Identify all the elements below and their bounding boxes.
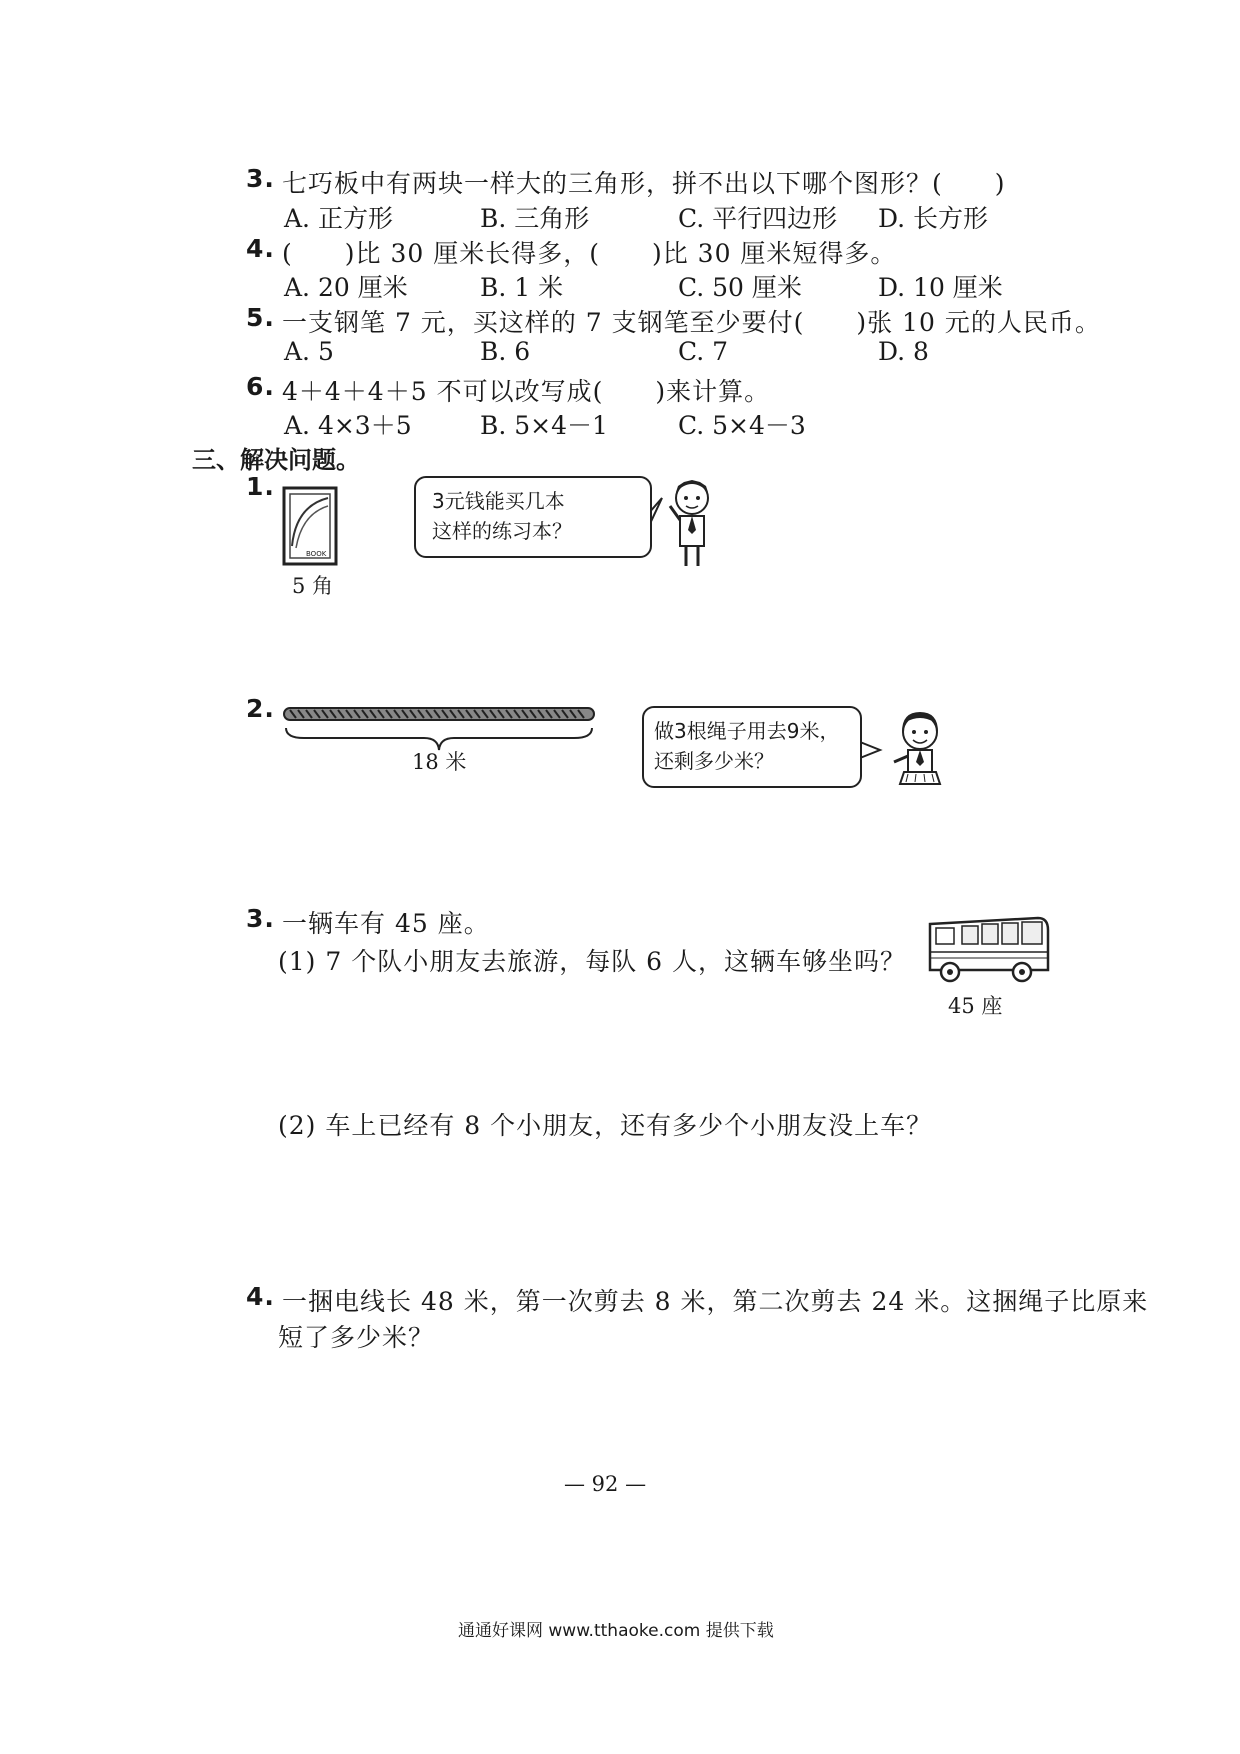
option-d: D. 10 厘米 — [878, 273, 1003, 302]
problem-4-line-2: 短了多少米？ — [278, 1323, 435, 1352]
problem-4-number: 4. — [246, 1282, 275, 1311]
question-text: 七巧板中有两块一样大的三角形，拼不出以下哪个图形？( ) — [282, 169, 1006, 198]
boy-figure-icon — [664, 476, 720, 568]
bubble-line: 做3根绳子用去9米， — [654, 719, 840, 743]
girl-figure-icon — [886, 708, 950, 794]
bubble-line: 这样的练习本？ — [432, 519, 572, 543]
question-number: 4. — [246, 234, 275, 263]
page-number: — 92 — — [564, 1472, 647, 1496]
option-a: A. 20 厘米 — [284, 273, 408, 302]
option-b: B. 三角形 — [480, 204, 590, 233]
problem-2-number: 2. — [246, 694, 275, 723]
book-label: BOOK — [306, 550, 327, 558]
bubble-line: 3元钱能买几本 — [432, 489, 565, 513]
bubble-line: 还剩多少米？ — [654, 749, 774, 773]
bus-capacity: 45 座 — [948, 994, 1003, 1018]
problem-3-sub1: (1) 7 个队小朋友去旅游，每队 6 人，这辆车够坐吗？ — [278, 947, 907, 976]
option-c: C. 7 — [678, 337, 729, 366]
notebook-icon — [282, 486, 342, 568]
option-d: D. 长方形 — [878, 204, 989, 233]
rope-length: 18 米 — [412, 750, 467, 774]
problem-3-text: 一辆车有 45 座。 — [282, 909, 490, 938]
option-a: A. 5 — [284, 337, 334, 366]
option-b: B. 1 米 — [480, 273, 564, 302]
speech-bubble-2 — [642, 706, 862, 788]
option-a: A. 4×3＋5 — [284, 411, 412, 440]
option-c: C. 平行四边形 — [678, 204, 838, 233]
section-title: 三、解决问题。 — [192, 446, 360, 474]
speech-bubble-1 — [414, 476, 652, 558]
bus-icon — [926, 914, 1052, 986]
question-number: 3. — [246, 164, 275, 193]
problem-4-line-1: 一捆电线长 48 米，第一次剪去 8 米，第二次剪去 24 米。这捆绳子比原来 — [282, 1287, 1149, 1316]
notebook-price: 5 角 — [292, 574, 334, 598]
question-text: 一支钢笔 7 元，买这样的 7 支钢笔至少要付( )张 10 元的人民币。 — [282, 308, 1101, 337]
option-c: C. 5×4－3 — [678, 411, 806, 440]
problem-3-sub2: (2) 车上已经有 8 个小朋友，还有多少个小朋友没上车？ — [278, 1111, 933, 1140]
question-text: 4＋4＋4＋5 不可以改写成( )来计算。 — [282, 377, 771, 406]
footer-credit: 通通好课网 www.tthaoke.com 提供下载 — [458, 1621, 774, 1641]
problem-1-number: 1. — [246, 472, 275, 501]
question-number: 5. — [246, 303, 275, 332]
option-d: D. 8 — [878, 337, 929, 366]
option-a: A. 正方形 — [284, 204, 393, 233]
question-text: ( )比 30 厘米长得多，( )比 30 厘米短得多。 — [282, 239, 897, 268]
option-c: C. 50 厘米 — [678, 273, 802, 302]
problem-3-number: 3. — [246, 904, 275, 933]
option-b: B. 6 — [480, 337, 531, 366]
option-b: B. 5×4－1 — [480, 411, 608, 440]
question-number: 6. — [246, 372, 275, 401]
